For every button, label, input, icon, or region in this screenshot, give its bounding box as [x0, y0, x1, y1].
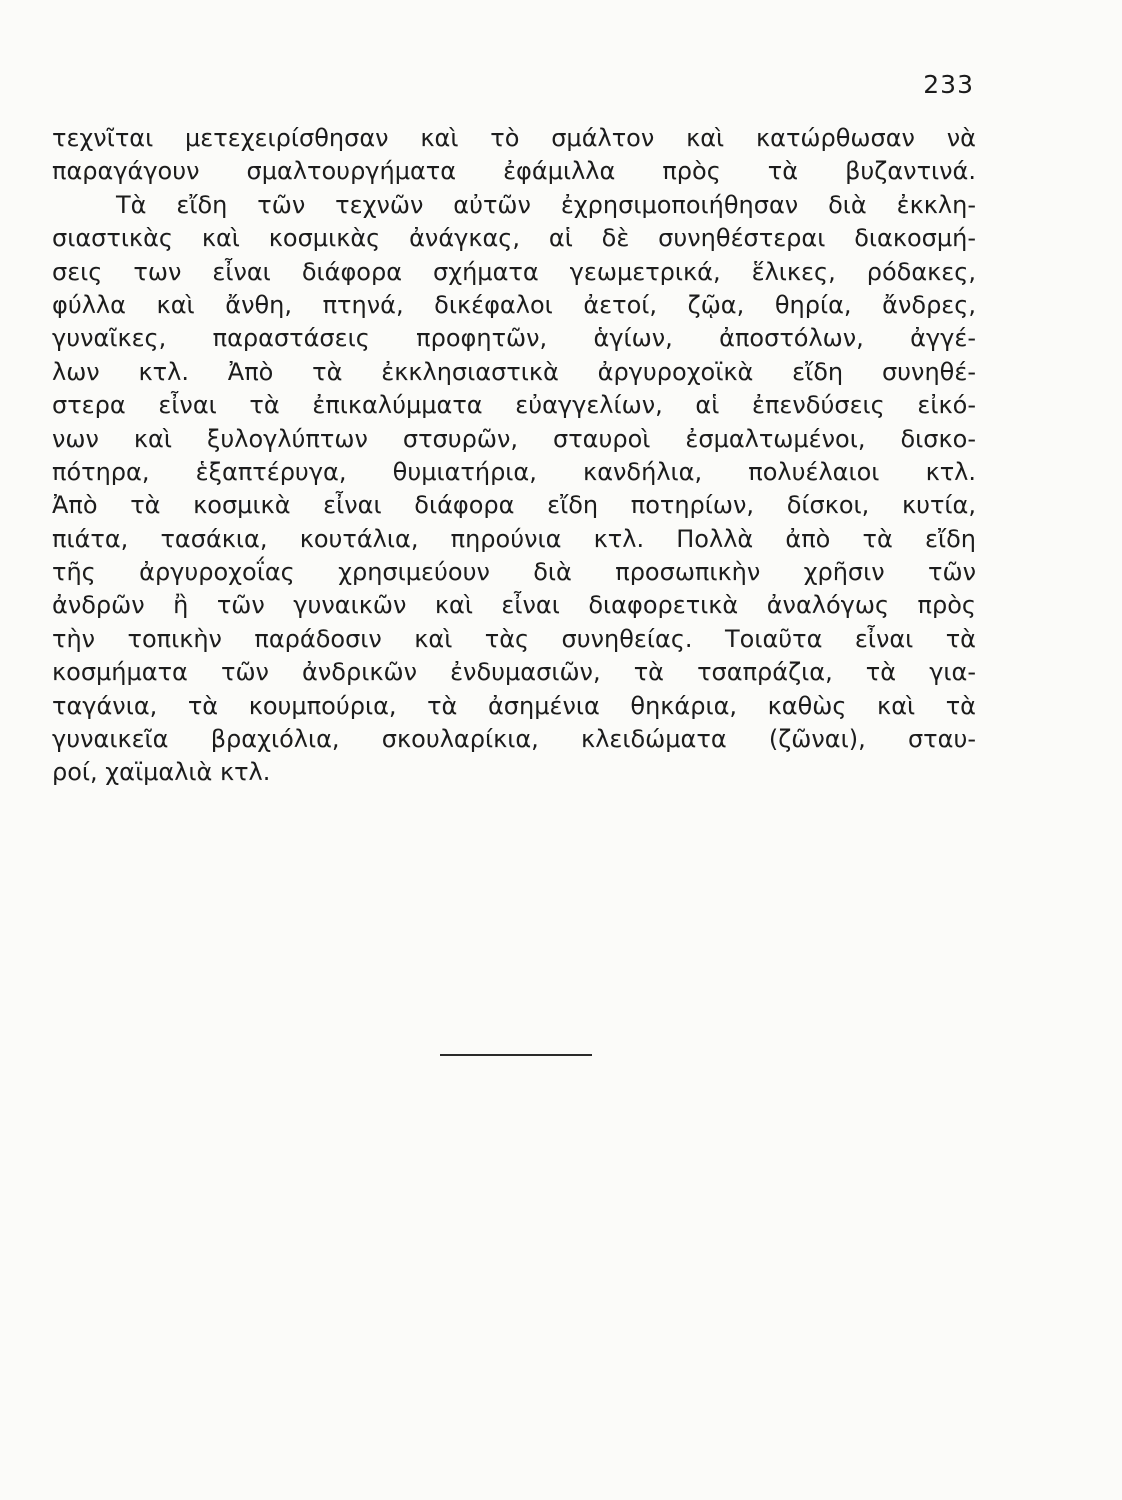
text-line: κοσμήματα τῶν ἀνδρικῶν ἐνδυμασιῶν, τὰ τσαπράζια, τὰ για- — [52, 658, 976, 687]
section-divider — [440, 1054, 592, 1056]
text-line: νων καὶ ξυλογλύπτων στσυρῶν, σταυροὶ ἐσμαλτωμένοι, δισκο- — [52, 424, 976, 453]
text-line: πότηρα, ἑξαπτέρυγα, θυμιατήρια, κανδήλια, πολυέλαιοι κτλ. — [52, 457, 976, 486]
text-line: ταγάνια, τὰ κουμπούρια, τὰ ἀσημένια θηκάρια, καθὼς καὶ τὰ — [52, 691, 976, 720]
text-line: τεχνῖται μετεχειρίσθησαν καὶ τὸ σμάλτον καὶ κατώρθωσαν νὰ — [52, 124, 976, 152]
text-line: πιάτα, τασάκια, κουτάλια, πηρούνια κτλ. Πολλὰ ἀπὸ τὰ εἴδη — [52, 524, 976, 553]
text-line: παραγάγουν σμαλτουργήματα ἐφάμιλλα πρὸς τὰ βυζαντινά. — [52, 157, 976, 186]
text-line: γυναῖκες, παραστάσεις προφητῶν, ἁγίων, ἀποστόλων, ἀγγέ- — [52, 324, 976, 353]
text-line: ἀνδρῶν ἢ τῶν γυναικῶν καὶ εἶναι διαφορετικὰ ἀναλόγως πρὸς — [52, 591, 976, 620]
text-line: στερα εἶναι τὰ ἐπικαλύμματα εὐαγγελίων, αἱ ἐπενδύσεις εἰκό- — [52, 391, 976, 420]
text-line: φύλλα καὶ ἄνθη, πτηνά, δικέφαλοι ἀετοί, ζῷα, θηρία, ἄνδρες, — [52, 290, 976, 319]
text-line: Ἀπὸ τὰ κοσμικὰ εἶναι διάφορα εἴδη ποτηρίων, δίσκοι, κυτία, — [52, 491, 976, 520]
text-line: τῆς ἀργυροχοΐας χρησιμεύουν διὰ προσωπικὴν χρῆσιν τῶν — [52, 558, 976, 587]
body-text — [52, 122, 976, 790]
text-line: σεις των εἶναι διάφορα σχήματα γεωμετρικά, ἕλικες, ρόδακες, — [52, 257, 976, 286]
text-line: γυναικεῖα βραχιόλια, σκουλαρίκια, κλειδώματα (ζῶναι), σταυ- — [52, 725, 976, 754]
text-line: τὴν τοπικὴν παράδοσιν καὶ τὰς συνηθείας. Τοιαῦτα εἶναι τὰ — [52, 624, 976, 653]
text-line: λων κτλ. Ἀπὸ τὰ ἐκκλησιαστικὰ ἀργυροχοϊκὰ εἴδη συνηθέ- — [52, 357, 976, 386]
page-number: 233 — [923, 70, 974, 99]
paragraph-end-line: ροί, χαϊμαλιὰ κτλ. — [52, 758, 271, 787]
paragraph-start-line: Τὰ εἴδη τῶν τεχνῶν αὐτῶν ἐχρησιμοποιήθησαν διὰ ἐκκλη- — [116, 190, 976, 219]
text-line: σιαστικὰς καὶ κοσμικὰς ἀνάγκας, αἱ δὲ συνηθέστεραι διακοσμή- — [52, 224, 976, 253]
